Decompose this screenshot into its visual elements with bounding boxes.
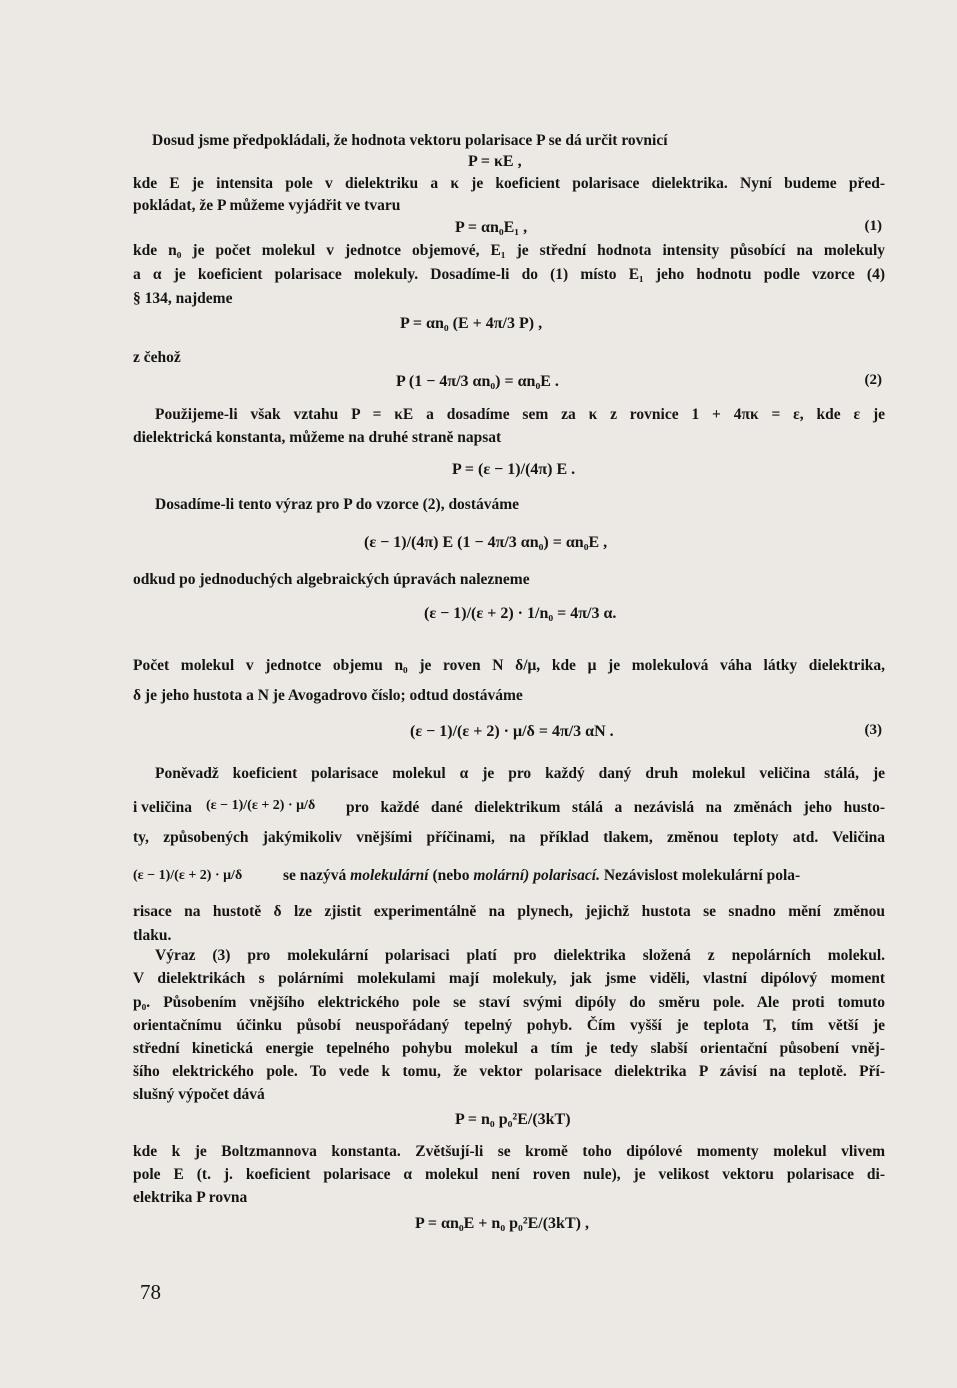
- equation-substituted: (ε − 1)/(4π) E (1 − 4π/3 αn₀) = αn₀E ,: [364, 534, 608, 551]
- text-line: Počet molekul v jednotce objemu n₀ je roven N δ/μ, kde μ je molekulová váha látky dielektrika,: [133, 657, 885, 674]
- text-line: [283, 866, 800, 885]
- text-line: Použijeme-li však vztahu P = κE a dosadíme sem za κ z rovnice 1 + 4πκ = ε, kde ε je: [155, 406, 885, 423]
- text-line: Dosud jsme předpokládali, že hodnota vektoru polarisace P se dá určit rovnicí: [152, 132, 668, 149]
- text-line: a α je koeficient polarisace molekuly. Dosadíme-li do (1) místo E₁ jeho hodnotu podle vzorce (4): [133, 266, 885, 283]
- text-line: odkud po jednoduchých algebraických úpravách nalezneme: [133, 571, 530, 588]
- text-line: V dielektrikách s polárními molekulami mají molekuly, jak jsme viděli, vlastní dipólový moment: [133, 970, 885, 987]
- emphasis: molární): [473, 867, 530, 884]
- text-line: kde k je Boltzmannova konstanta. Zvětšují-li se kromě toho dipólové momenty molekul vlivem: [133, 1143, 885, 1160]
- text-line: elektrika P rovna: [133, 1189, 248, 1206]
- equation-2: P (1 − 4π/3 αn₀) = αn₀E .: [396, 373, 559, 390]
- equation-total-polarisation: P = αn₀E + n₀ p₀²E/(3kT) ,: [415, 1215, 589, 1232]
- equation-langevin: P = n₀ p₀²E/(3kT): [455, 1111, 571, 1128]
- text-line: kde E je intensita pole v dielektriku a κ je koeficient polarisace dielektrika. Nyní budeme před-: [133, 175, 885, 192]
- page-number: 78: [140, 1280, 161, 1304]
- text-line: ty, způsobených jakýmikoliv vnějšími příčinami, na příklad tlakem, změnou teploty atd. Veličina: [133, 829, 885, 846]
- text-line: dielektrická konstanta, můžeme na druhé straně napsat: [133, 429, 502, 446]
- text-line: δ je jeho hustota a N je Avogadrovo číslo; odtud dostáváme: [133, 687, 523, 704]
- text-line: p₀. Působením vnějšího elektrického pole se staví svými dipóly do směru pole. Ale proti tomuto: [133, 994, 885, 1011]
- text-line: slušný výpočet dává: [133, 1086, 265, 1103]
- text-line: tlaku.: [133, 927, 172, 944]
- equation-p-local-field: P = αn₀ (E + 4π/3 P) ,: [400, 315, 543, 332]
- text-line: Poněvadž koeficient polarisace molekul α je pro každý daný druh molekul veličina stálá, je: [155, 765, 885, 782]
- text-line: i veličina: [133, 799, 192, 816]
- equation-clausius-mossotti: (ε − 1)/(ε + 2) · 1/n₀ = 4π/3 α.: [424, 605, 617, 622]
- text-line: střední kinetická energie tepelného pohybu molekul a tím je tedy slabší orientační působení vněj-: [133, 1040, 885, 1057]
- text-span: (nebo: [432, 867, 470, 884]
- text-span: se nazývá: [283, 867, 347, 884]
- text-line: pro každé dané dielektrikum stálá a nezávislá na změnách jeho husto-: [346, 799, 885, 816]
- equation-number-2: (2): [864, 372, 882, 388]
- text-line: z čehož: [133, 349, 181, 366]
- emphasis: polarisací.: [533, 867, 600, 884]
- equation-3: (ε − 1)/(ε + 2) · μ/δ = 4π/3 αN .: [410, 723, 614, 740]
- equation-p-kappa-e: P = κE ,: [468, 153, 522, 170]
- inline-formula: (ε − 1)/(ε + 2) · μ/δ: [206, 798, 316, 813]
- text-line: risace na hustotě δ lze zjistit experimentálně na plynech, jejichž hustota se snadno mění změnou: [133, 903, 885, 920]
- emphasis: molekulární: [350, 867, 429, 884]
- text-line: § 134, najdeme: [133, 290, 233, 307]
- text-span: Nezávislost molekulární pola-: [603, 867, 801, 884]
- text-line: pokládat, že P můžeme vyjádřit ve tvaru: [133, 197, 401, 214]
- equation-p-epsilon: P = (ε − 1)/(4π) E .: [452, 461, 576, 478]
- text-line: kde n₀ je počet molekul v jednotce objemové, E₁ je střední hodnota intensity působící na molekuly: [133, 242, 885, 259]
- text-line: pole E (t. j. koeficient polarisace α molekul není roven nule), je velikost vektoru polarisace di-: [133, 1166, 885, 1183]
- text-line: Výraz (3) pro molekulární polarisaci platí pro dielektrika složená z nepolárních molekul.: [155, 947, 885, 964]
- equation-number-1: (1): [864, 218, 882, 234]
- equation-1: P = αn₀E₁ ,: [455, 219, 528, 236]
- text-line: orientačnímu účinku působí neuspořádaný tepelný pohyb. Čím vyšší je teplota T, tím větší je: [133, 1017, 885, 1034]
- text-line: Dosadíme-li tento výraz pro P do vzorce (2), dostáváme: [155, 496, 520, 513]
- inline-formula: (ε − 1)/(ε + 2) · μ/δ: [133, 868, 243, 883]
- text-line: šího elektrického pole. To vede k tomu, že vektor polarisace dielektrika P závisí na teplotě. Pří-: [133, 1063, 885, 1080]
- equation-number-3: (3): [864, 722, 882, 738]
